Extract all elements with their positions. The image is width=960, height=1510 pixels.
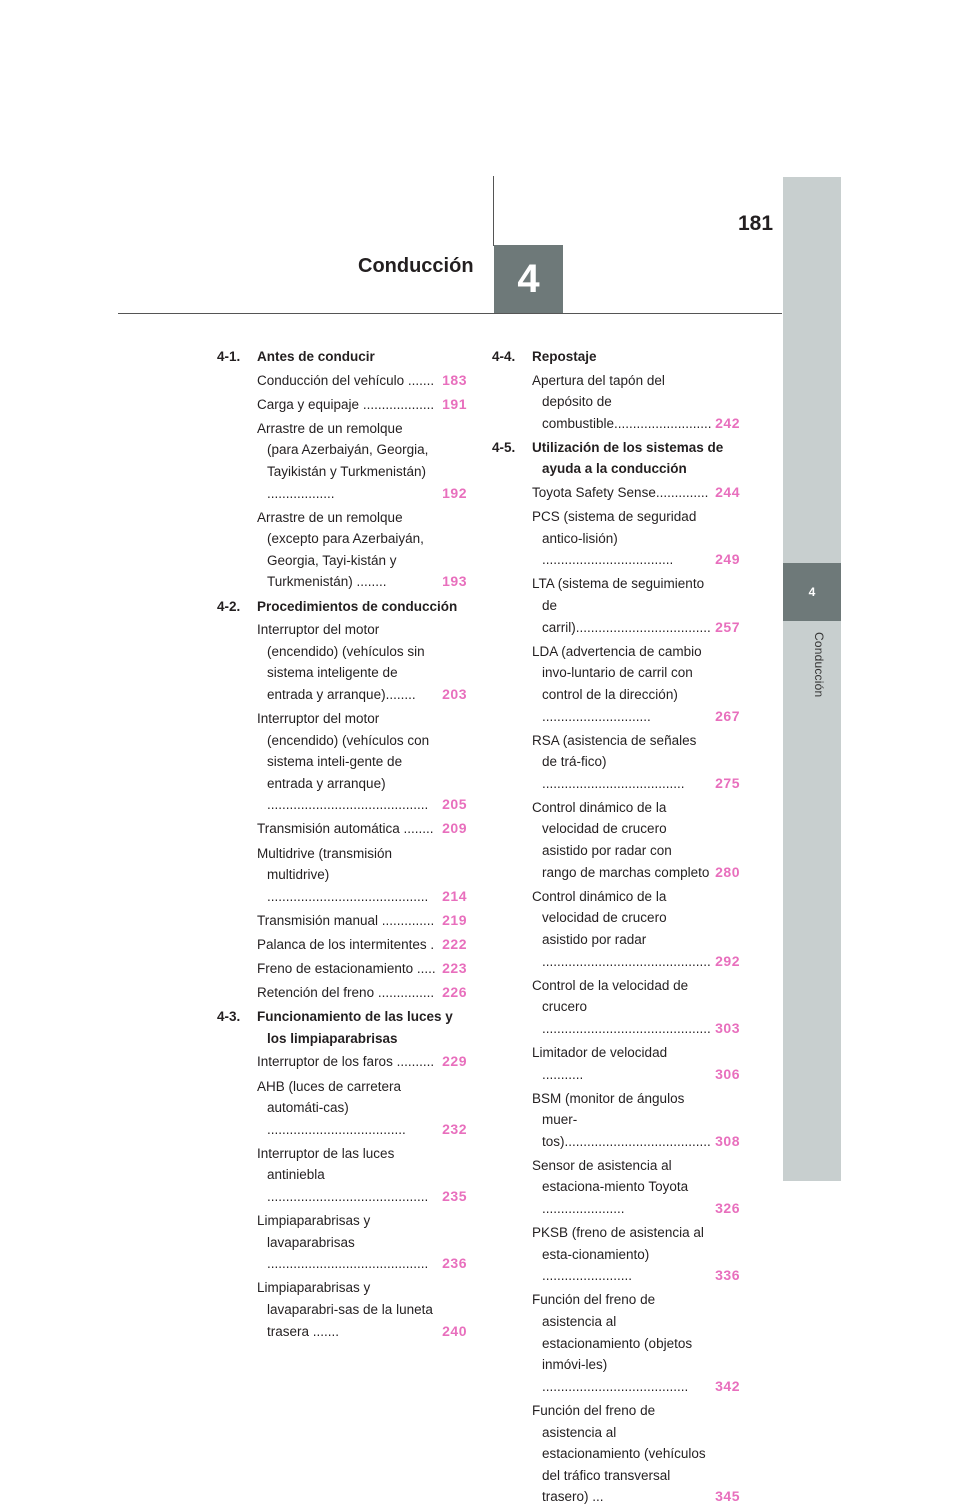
toc-entry-text: Palanca de los intermitentes . [257, 936, 435, 952]
toc-page-ref[interactable]: 223 [442, 960, 467, 977]
toc-page-ref[interactable]: 242 [715, 414, 740, 431]
toc-page-ref[interactable]: 267 [715, 707, 740, 724]
toc-entry[interactable] [217, 1076, 467, 1141]
toc-entry-text: RSA (asistencia de señales de trá-fico) ...................................... [532, 732, 697, 791]
section-number: 4-2. [217, 598, 241, 614]
toc-page-ref[interactable]: 303 [715, 1019, 740, 1036]
toc-entry-text: Limitador de velocidad ........... [532, 1044, 668, 1082]
toc-entry-text: LDA (advertencia de cambio invo-luntario de carril con control de la dirección) ............................. [532, 643, 702, 724]
toc-entry[interactable] [492, 482, 740, 504]
toc-entry[interactable] [492, 1400, 740, 1508]
toc-page-ref[interactable]: 244 [715, 484, 740, 501]
toc-entry[interactable] [492, 1155, 740, 1220]
toc-entry[interactable] [217, 934, 467, 956]
toc-section [492, 437, 740, 480]
toc-page-ref[interactable]: 336 [715, 1267, 740, 1284]
toc-entry-text: Limpiaparabrisas y lavaparabri-sas de la luneta trasera ....... [257, 1280, 433, 1339]
toc-page-ref[interactable]: 235 [442, 1187, 467, 1204]
toc-page-ref[interactable]: 257 [715, 618, 740, 635]
toc-entry-text: Transmisión automática ........ [257, 821, 434, 837]
toc-page-ref[interactable]: 249 [715, 551, 740, 568]
toc-entry[interactable] [492, 506, 740, 571]
toc-entry[interactable] [492, 975, 740, 1040]
toc-page-ref[interactable]: 306 [715, 1065, 740, 1082]
section-title: Utilización de los sistemas de ayuda a la conducción [532, 439, 724, 477]
toc-page-ref[interactable]: 205 [442, 796, 467, 813]
toc-section [217, 596, 467, 618]
toc-entry[interactable] [492, 1222, 740, 1287]
toc-entry[interactable] [217, 818, 467, 840]
toc-page-ref[interactable]: 292 [715, 952, 740, 969]
toc-entry-text: Interruptor de los faros .......... [257, 1054, 435, 1070]
toc-entry-text: Interruptor del motor (encendido) (vehículos sin sistema inteligente de entrada y arranque)........ [257, 622, 425, 702]
toc-entry[interactable] [217, 708, 467, 816]
toc-entry[interactable] [492, 641, 740, 727]
header-horizontal-rule [118, 313, 782, 314]
toc-entry[interactable] [217, 1210, 467, 1275]
toc-entry[interactable] [492, 1042, 740, 1085]
toc-section [492, 346, 740, 368]
toc-page-ref[interactable]: 193 [442, 573, 467, 590]
toc-entry-text: LTA (sistema de seguimiento de carril).................................... [532, 576, 711, 635]
toc-page-ref[interactable]: 191 [442, 395, 467, 412]
toc-entry[interactable] [492, 886, 740, 972]
toc-entry-text: Sensor de asistencia al estaciona-miento Toyota ...................... [532, 1157, 689, 1217]
toc-entry-text: Arrastre de un remolque (excepto para Azerbaiyán, Georgia, Tayi-kistán y Turkmenistán) ........ [257, 509, 424, 590]
toc-entry-text: Arrastre de un remolque (para Azerbaiyán, Georgia, Tayikistán y Turkmenistán) .................. [257, 420, 429, 501]
section-number: 4-1. [217, 349, 241, 364]
toc-entry-text: Apertura del tapón del depósito de combustible.......................... [532, 372, 712, 431]
toc-page-ref[interactable]: 275 [715, 774, 740, 791]
toc-entry[interactable] [217, 370, 467, 392]
section-title: Procedimientos de conducción [257, 598, 458, 614]
section-number: 4-4. [492, 349, 516, 364]
toc-page-ref[interactable]: 326 [715, 1200, 740, 1217]
toc-page-ref[interactable]: 214 [442, 887, 467, 904]
toc-entry[interactable] [492, 370, 740, 435]
toc-entry-text: Multidrive (transmisión multidrive) ........................................... [257, 845, 429, 904]
toc-entry[interactable] [217, 394, 467, 416]
toc-entry[interactable] [217, 619, 467, 705]
toc-right-column [492, 346, 740, 1510]
toc-section [217, 1006, 467, 1049]
toc-entry-text: BSM (monitor de ángulos muer-tos)....................................... [532, 1090, 711, 1149]
toc-entry-text: Toyota Safety Sense.............. [532, 485, 709, 501]
toc-entry[interactable] [217, 1277, 467, 1342]
toc-entry-text: Carga y equipaje ................... [257, 396, 435, 412]
toc-page-ref[interactable]: 236 [442, 1255, 467, 1272]
section-title: Funcionamiento de las luces y los limpiaparabrisas [257, 1009, 453, 1046]
toc-page-ref[interactable]: 308 [715, 1132, 740, 1149]
toc-entry[interactable] [217, 843, 467, 908]
side-tab-label: Conducción [812, 632, 826, 698]
toc-page-ref[interactable]: 226 [442, 984, 467, 1001]
section-title: Antes de conducir [257, 349, 375, 364]
toc-entry-text: PCS (sistema de seguridad antico-lisión) ................................... [532, 509, 697, 568]
toc-entry[interactable] [492, 730, 740, 795]
header-vertical-rule [493, 176, 494, 246]
toc-entry[interactable] [492, 1289, 740, 1397]
toc-entry-text: Control dinámico de la velocidad de crucero asistido por radar con rango de marchas completo [532, 799, 710, 880]
toc-entry[interactable] [217, 1143, 467, 1208]
toc-page-ref[interactable]: 345 [715, 1488, 740, 1505]
toc-page-ref[interactable]: 192 [442, 484, 467, 501]
chapter-title: Conducción [358, 255, 474, 277]
toc-entry-text: Limpiaparabrisas y lavaparabrisas ........................................... [257, 1213, 429, 1272]
toc-page-ref[interactable]: 219 [442, 911, 467, 928]
toc-page-ref[interactable]: 229 [442, 1053, 467, 1070]
page-number: 181 [738, 212, 774, 235]
toc-page-ref[interactable]: 203 [442, 685, 467, 702]
section-title: Repostaje [532, 349, 597, 364]
toc-left-column [217, 346, 467, 1345]
toc-section [217, 346, 467, 368]
toc-entry-text: Transmisión manual .............. [257, 912, 435, 928]
toc-entry-text: Retención del freno ............... [257, 985, 435, 1001]
toc-page-ref[interactable]: 232 [442, 1120, 467, 1137]
toc-page-ref[interactable]: 280 [715, 863, 740, 880]
toc-entry[interactable] [492, 797, 740, 883]
toc-entry[interactable] [217, 418, 467, 504]
toc-entry[interactable] [492, 573, 740, 638]
toc-entry-text: Función del freno de asistencia al estacionamiento (vehículos del tráfico transversal trasero) ... [532, 1402, 706, 1505]
toc-entry-text: Control dinámico de la velocidad de crucero asistido por radar ............................................. [532, 888, 711, 969]
toc-page-ref[interactable]: 240 [442, 1322, 467, 1339]
toc-entry-text: Freno de estacionamiento ..... [257, 961, 436, 977]
toc-entry[interactable] [217, 910, 467, 932]
toc-page-ref[interactable]: 183 [442, 371, 467, 388]
toc-page-ref[interactable]: 342 [715, 1377, 740, 1394]
toc-entry[interactable] [217, 1051, 467, 1073]
toc-entry[interactable] [492, 1088, 740, 1153]
toc-entry-text: Control de la velocidad de crucero ............................................. [532, 977, 711, 1036]
chapter-number-box: 4 [494, 245, 563, 313]
toc-entry-text: AHB (luces de carretera automáti-cas) ..................................... [257, 1078, 406, 1137]
toc-entry-text: Conducción del vehículo ....... [257, 372, 435, 388]
toc-entry[interactable] [217, 507, 467, 593]
side-tab-number: 4 [783, 563, 841, 621]
toc-entry-text: Función del freno de asistencia al estacionamiento (objetos inmóvi-les) ....................................... [532, 1292, 693, 1394]
toc-page-ref[interactable]: 209 [442, 820, 467, 837]
section-number: 4-3. [217, 1009, 241, 1025]
toc-entry-text: PKSB (freno de asistencia al esta-cionamiento) ........................ [532, 1225, 704, 1284]
toc-entry-text: Interruptor del motor (encendido) (vehículos con sistema inteli-gente de entrada y arranque) ........................................... [257, 711, 430, 813]
toc-entry[interactable] [217, 958, 467, 980]
toc-entry-text: Interruptor de las luces antiniebla ........................................... [257, 1145, 429, 1204]
section-number: 4-5. [492, 439, 516, 455]
toc-page-ref[interactable]: 222 [442, 935, 467, 952]
toc-entry[interactable] [217, 982, 467, 1004]
